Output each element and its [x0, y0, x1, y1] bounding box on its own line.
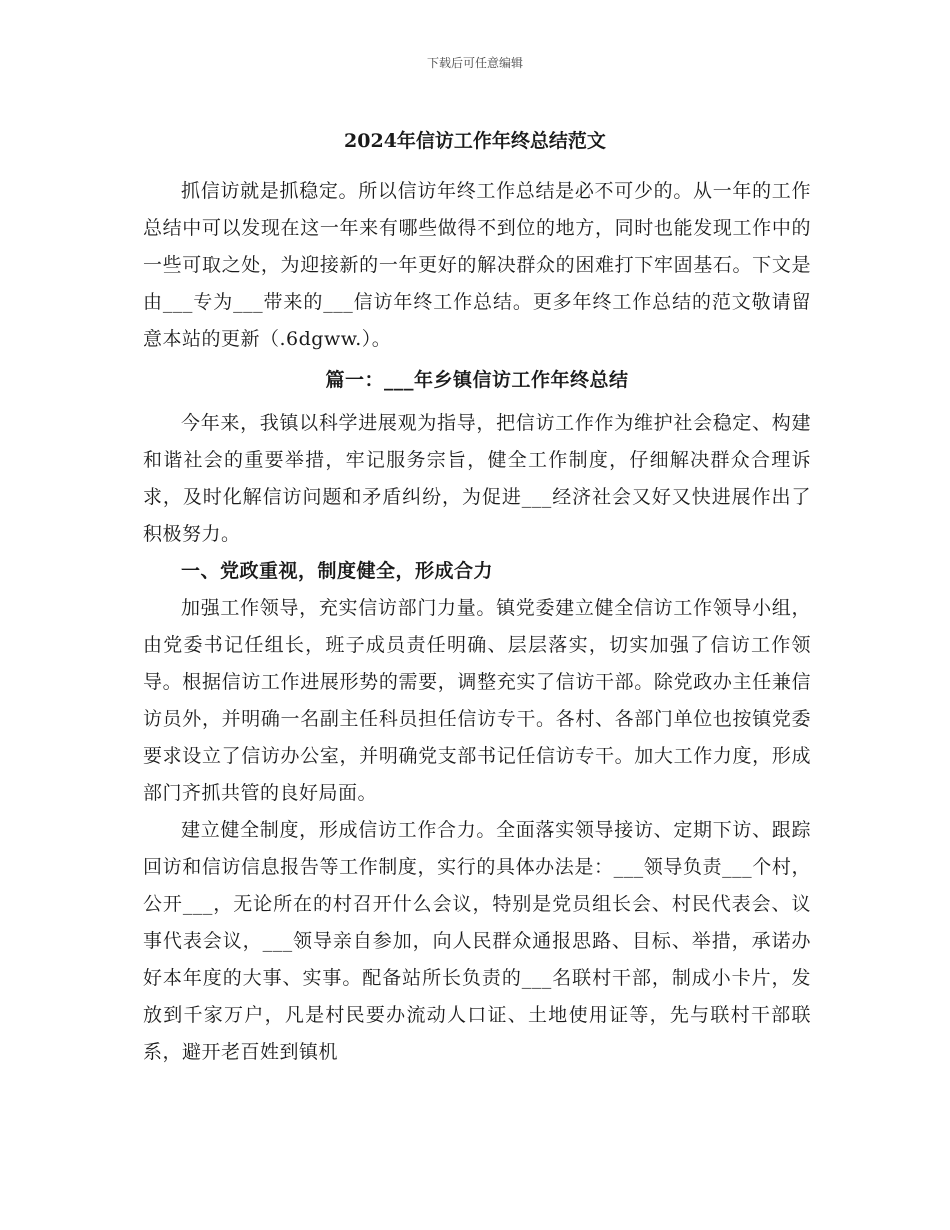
- paragraph-2: 加强工作领导，充实信访部门力量。镇党委建立健全信访工作领导小组，由党委书记任组长，班子成员责任明确、层层落实，切实加强了信访工作领导。根据信访工作进展形势的需要，调整充实了信访干部。除党政办主任兼信访员外，并明确一名副主任科员担任信访专干。各村、各部门单位也按镇党委要求设立了信访办公室，并明确党支部书记任信访专干。加大工作力度，形成部门齐抓共管的良好局面。: [143, 597, 811, 804]
- header-note: 下载后可任意编辑: [426, 56, 523, 70]
- sub-heading-1: 一、党政重视，制度健全，形成合力: [181, 560, 494, 582]
- paragraph-3: 建立健全制度，形成信访工作合力。全面落实领导接访、定期下访、跟踪回访和信访信息报告等工作制度，实行的具体办法是：___领导负责___个村，公开___，无论所在的村召开什么会议，特别是党员组长会、村民代表会、议事代表会议，___领导亲自参加，向人民群众通报思路、目标、举措，承诺办好本年度的大事、实事。配备站所长负责的___名联村干部，制成小卡片，发放到千家万户，凡是村民要办流动人口证、土地使用证等，先与联村干部联系，避开老百姓到镇机: [143, 819, 811, 1063]
- document-title: 2024年信访工作年终总结范文: [344, 130, 606, 152]
- document-body: [143, 173, 811, 1071]
- intro-paragraph: 抓信访就是抓稳定。所以信访年终工作总结是必不可少的。从一年的工作总结中可以发现在这一年来有哪些做得不到位的地方，同时也能发现工作中的一些可取之处，为迎接新的一年更好的解决群众的困难打下牢固基石。下文是由___专为___带来的___信访年终工作总结。更多年终工作总结的范文敬请留意本站的更新（.6dgww.）。: [143, 180, 811, 350]
- section-title: 篇一：___年乡镇信访工作年终总结: [325, 369, 629, 391]
- paragraph-1: 今年来，我镇以科学进展观为指导，把信访工作作为维护社会稳定、构建和谐社会的重要举措，牢记服务宗旨，健全工作制度，仔细解决群众合理诉求，及时化解信访问题和矛盾纠纷，为促进___经济社会又好又快进展作出了积极努力。: [143, 412, 811, 545]
